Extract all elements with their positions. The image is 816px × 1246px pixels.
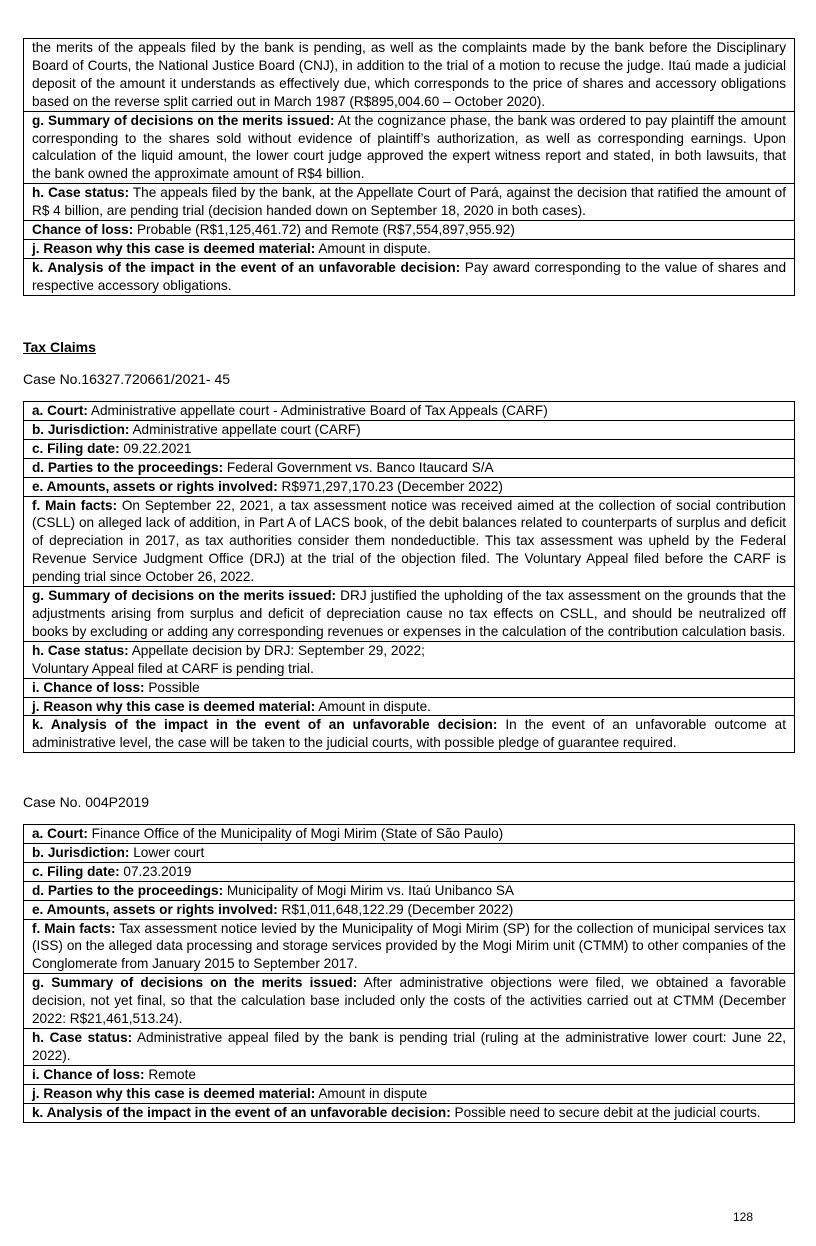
table-cell: the merits of the appeals filed by the bank is pending, as well as the complaints made by the bank before the Disciplinary Board of Courts, the National Justice Board (CNJ), in addition to the trial of a motion to recuse the judge. Itaú made a judicial deposit of the amount it understands as effectively due, which corresponds to the price of shares and accessory obligations based on the reverse split carried out in March 1987 (R$895,004.60 – October 2020). bbox=[24, 39, 795, 112]
table-row bbox=[24, 496, 795, 587]
page-number: 128 bbox=[733, 1210, 754, 1224]
field-label: g. Summary of decisions on the merits issued: bbox=[32, 975, 358, 991]
table-cell bbox=[24, 1084, 795, 1103]
field-label: g. Summary of decisions on the merits issued: bbox=[32, 588, 337, 604]
field-value: After administrative objections were filed, we obtained a favorable decision, not yet final, so that the calculation base included only the costs of the activities carried out at CTMM (December 2022: R$21,461,513.24). bbox=[32, 975, 787, 1027]
table-cell bbox=[24, 402, 795, 421]
field-label: c. Filing date: bbox=[32, 440, 120, 456]
field-label: k. Analysis of the impact in the event of an unfavorable decision: bbox=[32, 1104, 451, 1120]
table-cell bbox=[24, 843, 795, 862]
table-row bbox=[24, 716, 795, 753]
table-row bbox=[24, 678, 795, 697]
table-cell bbox=[24, 258, 795, 295]
field-value-line2: Voluntary Appeal filed at CARF is pending trial. bbox=[32, 660, 314, 676]
field-value: Possible bbox=[144, 679, 200, 695]
table-cell bbox=[24, 184, 795, 221]
table-cell bbox=[24, 420, 795, 439]
field-value: Probable (R$1,125,461.72) and Remote (R$7,554,897,955.92) bbox=[133, 222, 515, 238]
table-cell bbox=[24, 239, 795, 258]
continued-case-table bbox=[23, 38, 795, 296]
field-value: Finance Office of the Municipality of Mogi Mirim (State of São Paulo) bbox=[87, 826, 504, 841]
field-label: d. Parties to the proceedings: bbox=[32, 459, 224, 475]
table-cell bbox=[24, 697, 795, 716]
table-row bbox=[24, 111, 795, 184]
table-cell bbox=[24, 974, 795, 1029]
table-cell bbox=[24, 900, 795, 919]
field-value: Lower court bbox=[129, 844, 205, 860]
case-table-mogi-mirim bbox=[23, 824, 795, 1123]
field-value: 07.23.2019 bbox=[119, 863, 192, 879]
table-row bbox=[24, 919, 795, 974]
table-row bbox=[24, 974, 795, 1029]
field-value: On September 22, 2021, a tax assessment notice was received aimed at the collection of social contribution (CSLL) on alleged lack of addition, in Part A of LACS book, of the debit balances related to counterparts of surplus and deficit of depreciation in 2017, as tax authorities consider them nondeductible. This tax assessment was upheld by the Federal Revenue Service Judgment Office (DRJ) at the trial of the objection filed. The Voluntary Appeal filed before the CARF is pending trial since October 26, 2022. bbox=[32, 497, 786, 585]
case-number: Case No. 004P2019 bbox=[23, 794, 150, 810]
table-cell bbox=[24, 1103, 795, 1122]
table-row bbox=[24, 1103, 795, 1122]
case-table-carf bbox=[23, 401, 795, 753]
field-label: a. Court: bbox=[32, 403, 88, 418]
table-cell bbox=[24, 825, 795, 844]
field-value: Federal Government vs. Banco Itaucard S/A bbox=[223, 459, 494, 475]
table-cell bbox=[24, 881, 795, 900]
table-row bbox=[24, 641, 795, 678]
field-value: R$1,011,648,122.29 (December 2022) bbox=[277, 901, 514, 917]
field-label: a. Court: bbox=[32, 826, 88, 841]
table-row bbox=[24, 825, 795, 844]
table-cell bbox=[24, 587, 795, 642]
table-row bbox=[24, 1084, 795, 1103]
table-cell bbox=[24, 862, 795, 881]
table-cell bbox=[24, 716, 795, 753]
table-row bbox=[24, 402, 795, 421]
field-label: h. Case status: bbox=[32, 1029, 133, 1045]
field-label: d. Parties to the proceedings: bbox=[32, 882, 224, 898]
field-value: Administrative appellate court (CARF) bbox=[129, 421, 361, 437]
table-row bbox=[24, 439, 795, 458]
field-label: e. Amounts, assets or rights involved: bbox=[32, 901, 278, 917]
table-cell bbox=[24, 496, 795, 587]
field-value: Amount in dispute. bbox=[315, 698, 431, 714]
field-value: In the event of an unfavorable outcome at administrative level, the case will be taken to the judicial courts, with possible pledge of guarantee required. bbox=[32, 717, 786, 751]
table-row bbox=[24, 420, 795, 439]
field-label: k. Analysis of the impact in the event of an unfavorable decision: bbox=[32, 717, 498, 733]
field-label: i. Chance of loss: bbox=[32, 1066, 145, 1082]
table-row bbox=[24, 862, 795, 881]
field-value: Pay award corresponding to the value of shares and respective accessory obligations. bbox=[32, 259, 787, 293]
field-label: h. Case status: bbox=[32, 185, 130, 201]
field-value: 09.22.2021 bbox=[119, 440, 192, 456]
field-value: Administrative appeal filed by the bank is pending trial (ruling at the administrative lower court: June 22, 2022). bbox=[32, 1029, 786, 1063]
field-label: f. Main facts: bbox=[32, 920, 116, 936]
table-row bbox=[24, 1065, 795, 1084]
field-label: j. Reason why this case is deemed material: bbox=[32, 240, 316, 256]
table-row bbox=[24, 881, 795, 900]
field-label: Chance of loss: bbox=[32, 222, 134, 238]
table-row bbox=[24, 221, 795, 240]
table-cell bbox=[24, 477, 795, 496]
field-value: Appellate decision by DRJ: September 29, 2022; bbox=[128, 642, 425, 658]
table-row bbox=[24, 587, 795, 642]
case-number: Case No.16327.720661/2021- 45 bbox=[23, 371, 231, 387]
table-cell bbox=[24, 439, 795, 458]
field-value: Remote bbox=[144, 1066, 196, 1082]
field-label: j. Reason why this case is deemed material: bbox=[32, 1085, 316, 1101]
field-value: Amount in dispute. bbox=[315, 240, 431, 256]
field-label: h. Case status: bbox=[32, 642, 129, 658]
field-value: The appeals filed by the bank, at the Appellate Court of Pará, against the decision that ratified the amount of R$ 4 billion, are pending trial (decision handed down on September 18, 2020 in both cases). bbox=[32, 185, 786, 219]
table-row bbox=[24, 239, 795, 258]
field-label: g. Summary of decisions on the merits issued: bbox=[32, 112, 335, 128]
field-value: At the cognizance phase, the bank was ordered to pay plaintiff the amount corresponding to the shares sold without evidence of plaintiff’s authorization, as well as corresponding earnings. Upon calculation of the liquid amount, the lower court judge approved the expert witness report and stated, in both lawsuits, that the bank owned the approximate amount of R$4 billion. bbox=[32, 112, 786, 182]
field-label: i. Chance of loss: bbox=[32, 679, 145, 695]
section-title: Tax Claims bbox=[23, 339, 96, 355]
field-label: e. Amounts, assets or rights involved: bbox=[32, 478, 278, 494]
table-row bbox=[24, 184, 795, 221]
field-label: b. Jurisdiction: bbox=[32, 421, 130, 437]
table-cell bbox=[24, 641, 795, 678]
field-label: f. Main facts: bbox=[32, 497, 118, 513]
table-cell bbox=[24, 1028, 795, 1065]
field-value: Tax assessment notice levied by the Municipality of Mogi Mirim (SP) for the collection of municipal services tax (ISS) on the alleged data processing and storage services provided by the Mogi Mirim unit (CTMM) to other companies of the Conglomerate from January 2015 to September 2017. bbox=[32, 920, 786, 972]
field-label: c. Filing date: bbox=[32, 863, 120, 879]
field-value: R$971,297,170.23 (December 2022) bbox=[277, 478, 503, 494]
table-cell bbox=[24, 458, 795, 477]
field-value: Amount in dispute bbox=[315, 1085, 428, 1101]
field-label: k. Analysis of the impact in the event of an unfavorable decision: bbox=[32, 259, 461, 275]
table-row bbox=[24, 1028, 795, 1065]
field-value: Municipality of Mogi Mirim vs. Itaú Unibanco SA bbox=[223, 882, 514, 898]
field-value: DRJ justified the upholding of the tax assessment on the grounds that the adjustments arising from surplus and deficit of depreciation cause no tax effects on CSLL, and should be neutralized off books by excluding or adding any corresponding revenues or expenses in the calculation of the contribution calculation basis. bbox=[32, 588, 786, 639]
field-label: j. Reason why this case is deemed material: bbox=[32, 698, 316, 714]
table-cell bbox=[24, 221, 795, 240]
table-row bbox=[24, 843, 795, 862]
table-row bbox=[24, 458, 795, 477]
field-value: Possible need to secure debit at the judicial courts. bbox=[450, 1104, 761, 1120]
table-row bbox=[24, 477, 795, 496]
table-row bbox=[24, 697, 795, 716]
table-cell bbox=[24, 111, 795, 184]
field-label: b. Jurisdiction: bbox=[32, 844, 130, 860]
table-row bbox=[24, 258, 795, 295]
table-row bbox=[24, 900, 795, 919]
field-value: Administrative appellate court - Administrative Board of Tax Appeals (CARF) bbox=[87, 403, 548, 418]
table-row bbox=[24, 39, 795, 112]
table-cell bbox=[24, 678, 795, 697]
table-cell bbox=[24, 919, 795, 974]
table-cell bbox=[24, 1065, 795, 1084]
